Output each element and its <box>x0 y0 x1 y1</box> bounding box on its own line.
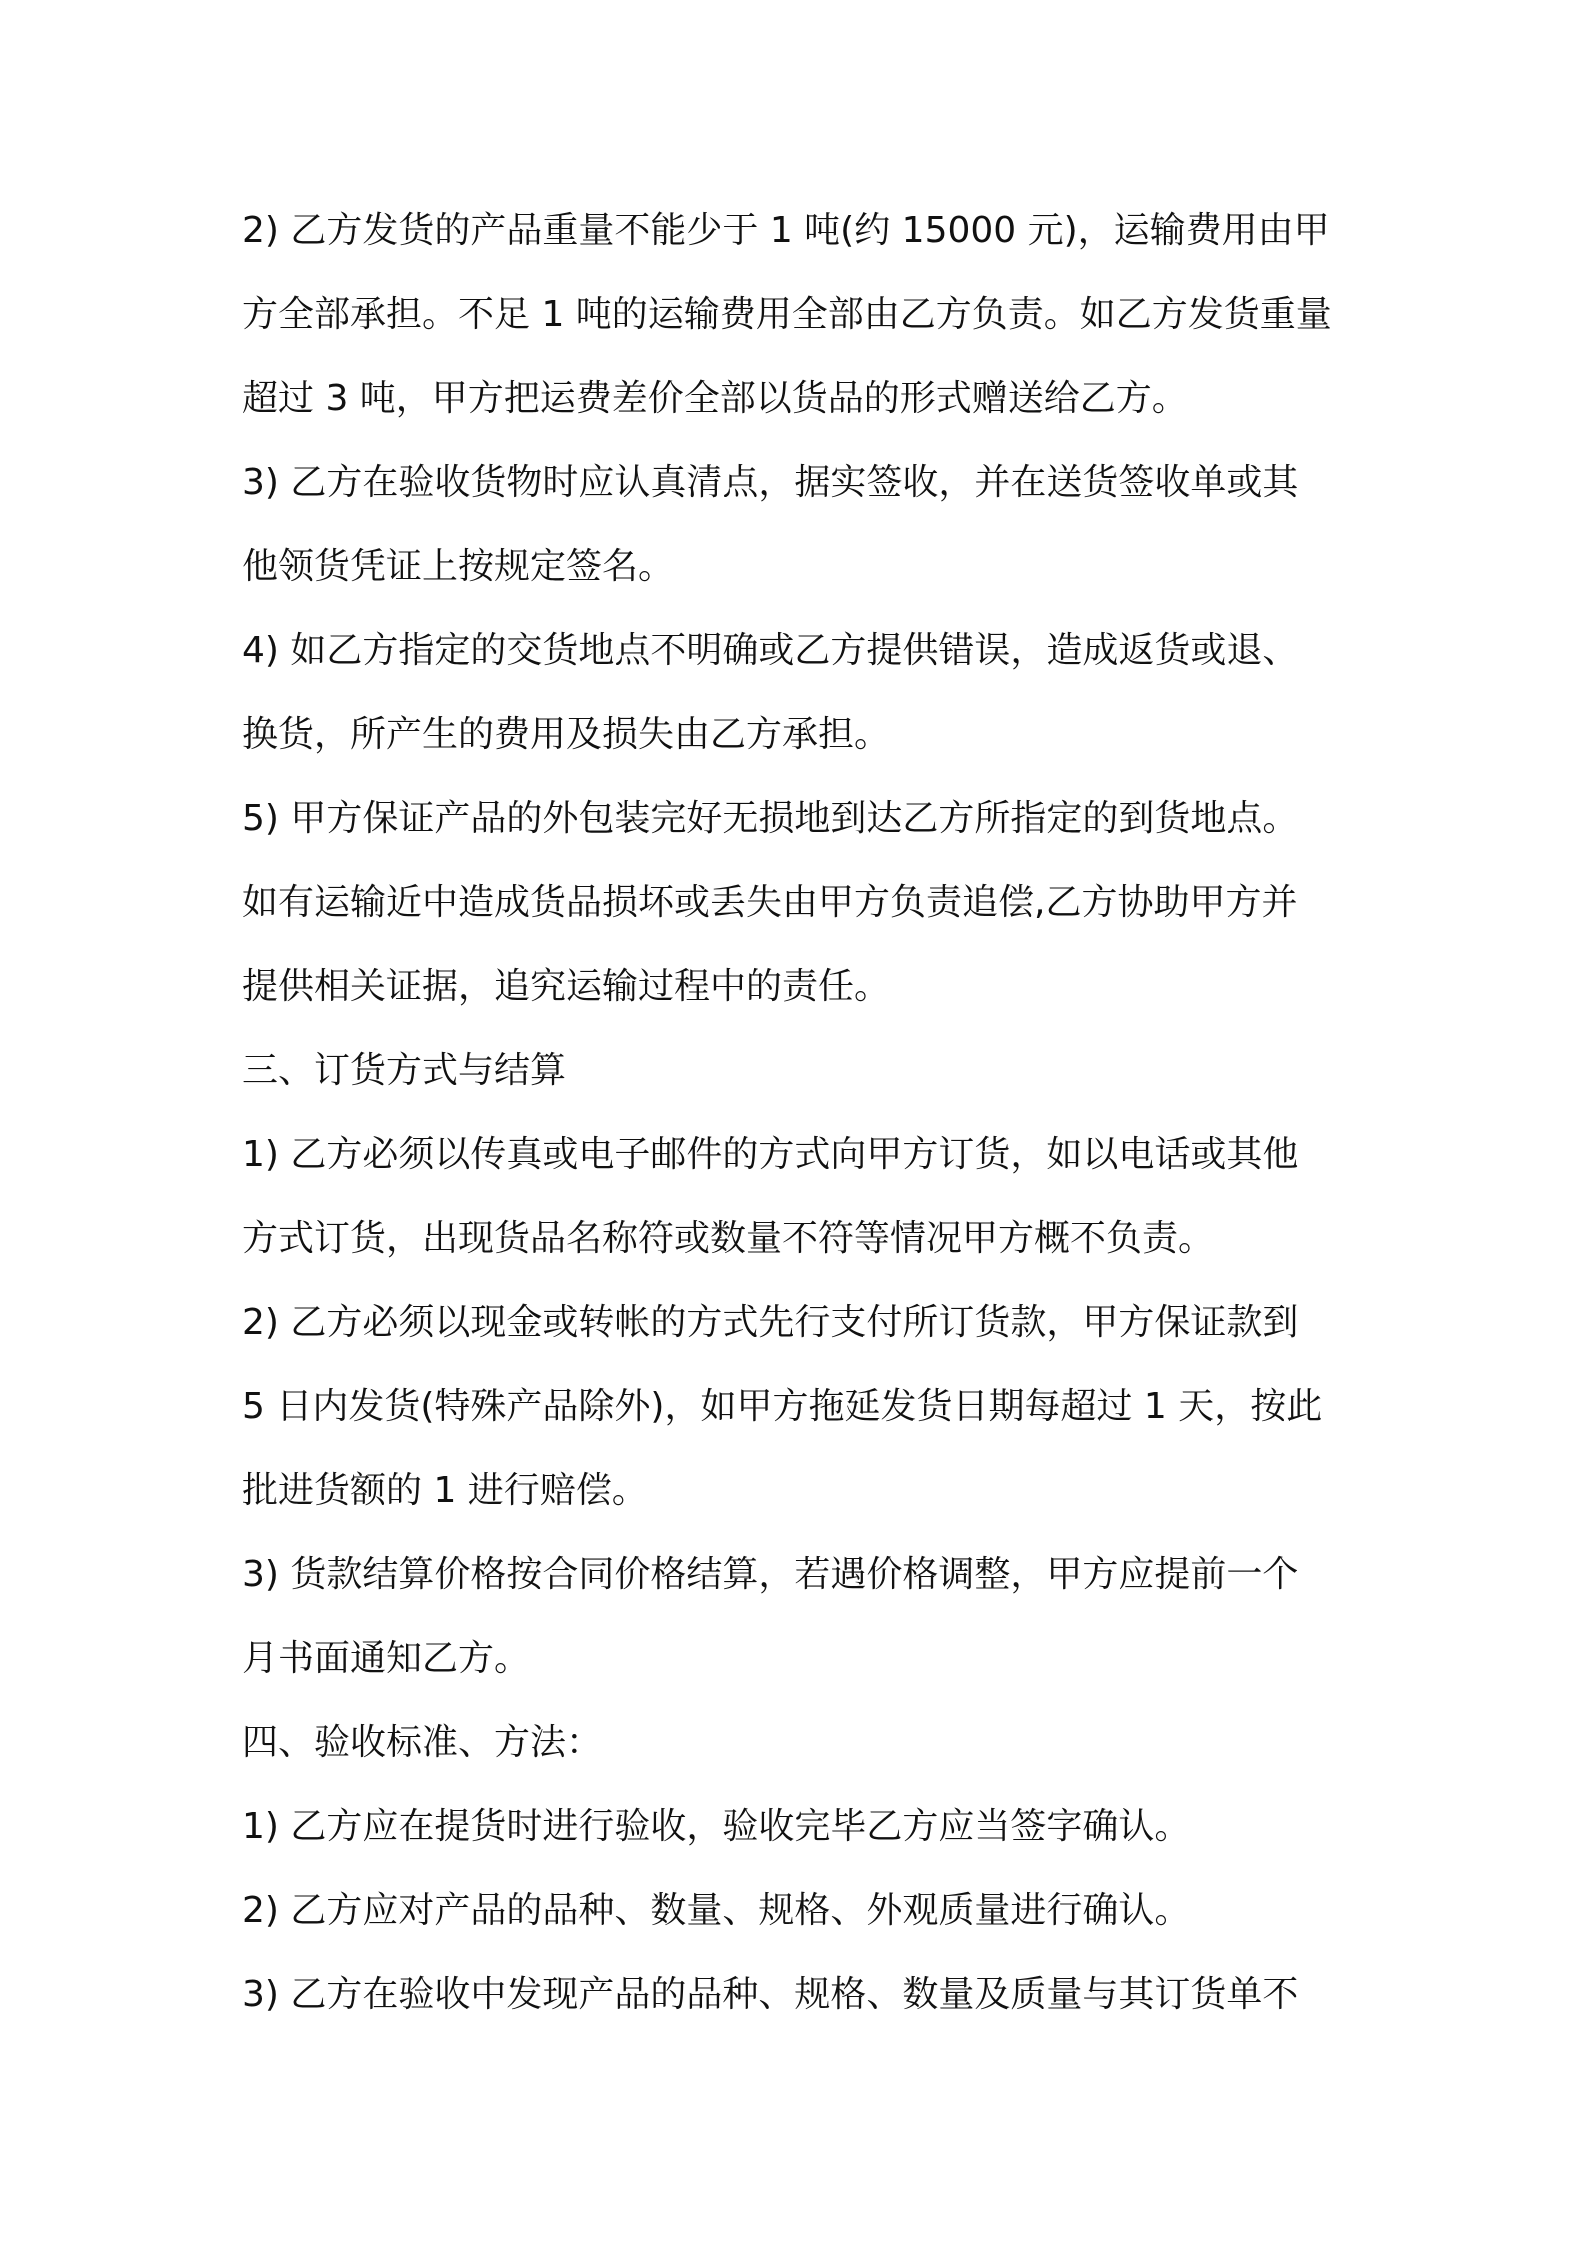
text-line-13: 方式订货，出现货品名称符或数量不符等情况甲方概不负责。 <box>242 1218 1215 1259</box>
text-line-18: 月书面通知乙方。 <box>242 1638 531 1679</box>
section-heading-ordering-settlement: 三、订货方式与结算 <box>242 1050 567 1091</box>
text-line-14: 2) 乙方必须以现金或转帐的方式先行支付所订货款，甲方保证款到 <box>242 1302 1299 1343</box>
text-line-6: 4) 如乙方指定的交货地点不明确或乙方提供错误，造成返货或退、 <box>242 630 1299 671</box>
document-body <box>242 198 1357 2046</box>
text-line-21: 2) 乙方应对产品的品种、数量、规格、外观质量进行确认。 <box>242 1890 1191 1931</box>
text-line-4: 3) 乙方在验收货物时应认真清点，据实签收，并在送货签收单或其 <box>242 462 1299 503</box>
text-line-7: 换货，所产生的费用及损失由乙方承担。 <box>242 714 891 755</box>
text-line-22: 3) 乙方在验收中发现产品的品种、规格、数量及质量与其订货单不 <box>242 1974 1299 2015</box>
text-line-3: 超过 3 吨，甲方把运费差价全部以货品的形式赠送给乙方。 <box>242 378 1188 419</box>
text-line-10: 提供相关证据，追究运输过程中的责任。 <box>242 966 891 1007</box>
text-line-20: 1) 乙方应在提货时进行验收，验收完毕乙方应当签字确认。 <box>242 1806 1191 1847</box>
text-line-2: 方全部承担。不足 1 吨的运输费用全部由乙方负责。如乙方发货重量 <box>242 294 1332 335</box>
text-line-15: 5 日内发货(特殊产品除外)，如甲方拖延发货日期每超过 1 天，按此 <box>242 1386 1323 1427</box>
section-heading-acceptance-standards: 四、验收标准、方法： <box>242 1722 603 1763</box>
text-line-9: 如有运输近中造成货品损坏或丢失由甲方负责追偿,乙方协助甲方并 <box>242 882 1298 923</box>
text-line-8: 5) 甲方保证产品的外包装完好无损地到达乙方所指定的到货地点。 <box>242 798 1299 839</box>
text-line-17: 3) 货款结算价格按合同价格结算，若遇价格调整，甲方应提前一个 <box>242 1554 1299 1595</box>
text-line-16: 批进货额的 1 进行赔偿。 <box>242 1470 648 1511</box>
text-line-12: 1) 乙方必须以传真或电子邮件的方式向甲方订货，如以电话或其他 <box>242 1134 1299 1175</box>
text-line-1: 2) 乙方发货的产品重量不能少于 1 吨(约 15000 元)，运输费用由甲 <box>242 210 1330 251</box>
text-line-5: 他领货凭证上按规定签名。 <box>242 546 675 587</box>
